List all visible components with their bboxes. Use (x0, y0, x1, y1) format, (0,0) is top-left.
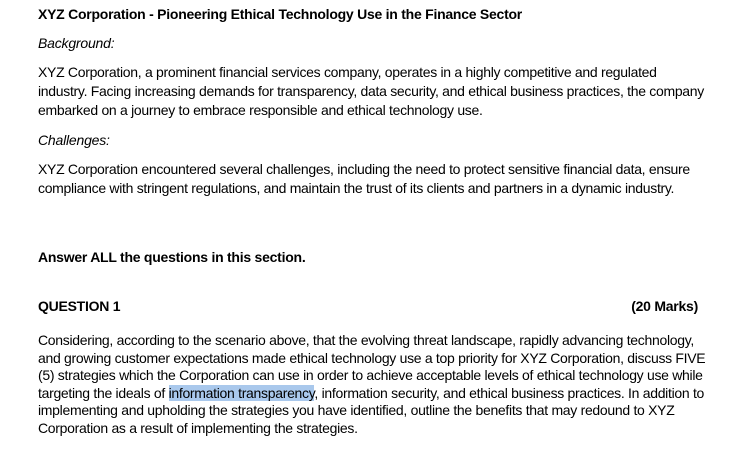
scenario-block (38, 5, 708, 198)
question-marks: (20 Marks) (631, 298, 698, 314)
question-text-part-2: , information security, and ethical business practices. In addition to implementing and upholding the strategies you have identified, outline the benefits that may redound to XYZ Corporation as a result of implementing the strategies. (38, 384, 705, 436)
document-title: XYZ Corporation - Pioneering Ethical Technology Use in the Finance Sector (38, 6, 523, 22)
question-label: QUESTION 1 (38, 298, 121, 314)
question-paragraph[interactable] (38, 332, 710, 437)
challenges-paragraph: XYZ Corporation encountered several challenges, including the need to protect sensitive financial data, ensure compliance with stringent regulations, and maintain the trust of its clients and partners in a dynamic industry. (38, 161, 690, 196)
selected-text-highlight[interactable]: information transparency (168, 384, 315, 401)
background-paragraph: XYZ Corporation, a prominent financial services company, operates in a highly competitive and regulated industry. Facing increasing demands for transparency, data security, and ethical business practices, the company embarked on a journey to embrace responsible and ethical technology use. (38, 64, 704, 118)
challenges-heading: Challenges: (38, 132, 110, 148)
question-header (38, 297, 698, 315)
background-heading: Background: (38, 35, 115, 51)
question-text-part-1: Considering, according to the scenario above, that the evolving threat landscape, rapidly advancing technology, and growing customer expectations made ethical technology use a top priority for XYZ Corporation, discuss FIVE (5) strategies which the Corporation can use in order to achieve acceptable levels of ethical technology use while targeting the ideals of (38, 332, 706, 401)
section-instruction: Answer ALL the questions in this section. (38, 249, 306, 265)
